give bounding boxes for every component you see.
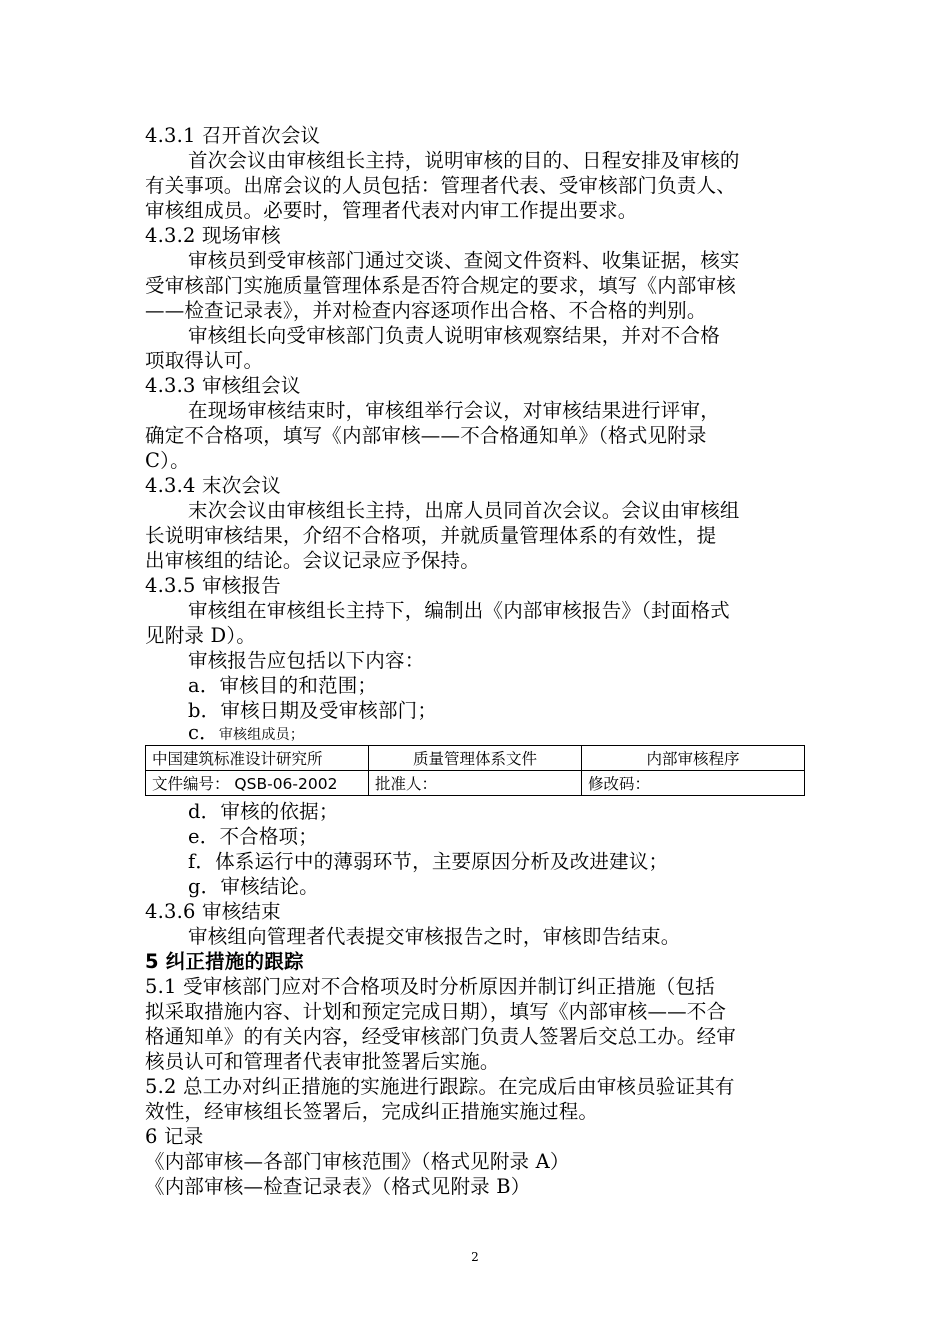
document-header-table [145,745,805,796]
paragraph-line: 受审核部门实施质量管理体系是否符合规定的要求，填写《内部审核 [145,274,737,297]
section-heading-4-3-5: 4.3.5 审核报告 [145,574,281,597]
section-heading-4-3-3: 4.3.3 审核组会议 [145,374,301,397]
paragraph-line: ——检查记录表》，并对检查内容逐项作出合格、不合格的判别。 [145,299,707,322]
list-item-e: e．不合格项； [188,825,318,848]
page-number: 2 [471,1250,479,1264]
paragraph-line: 5.2 总工办对纠正措施的实施进行跟踪。在完成后由审核员验证其有 [145,1075,735,1098]
list-item-b: b．审核日期及受审核部门； [188,699,438,722]
paragraph-line: 确定不合格项，填写《内部审核——不合格通知单》（格式见附录 [145,424,707,447]
section-heading-4-3-4: 4.3.4 末次会议 [145,474,281,497]
record-item: 《内部审核—检查记录表》（格式见附录 B） [145,1175,531,1198]
paragraph-line: 审核报告应包括以下内容： [188,649,425,672]
section-heading-5: 5 纠正措施的跟踪 [145,950,304,973]
paragraph-line: 拟采取措施内容、计划和预定完成日期），填写《内部审核——不合 [145,1000,727,1023]
section-heading-4-3-1: 4.3.1 召开首次会议 [145,124,321,147]
paragraph-line: 审核组长向受审核部门负责人说明审核观察结果，并对不合格 [188,324,720,347]
list-item-c-marker: c． [188,721,219,744]
paragraph-line: 审核组向管理者代表提交审核报告之时，审核即告结束。 [188,925,681,948]
paragraph-line: 5.1 受审核部门应对不合格项及时分析原因并制订纠正措施（包括 [145,975,715,998]
doc-title-cell: 内部审核程序 [582,746,805,771]
paragraph-line: 末次会议由审核组长主持，出席人员同首次会议。会议由审核组 [188,499,740,522]
org-cell: 中国建筑标准设计研究所 [146,746,369,771]
section-heading-6: 6 记录 [145,1125,204,1148]
list-item-g: g．审核结论。 [188,875,319,898]
paragraph-line: 审核员到受审核部门通过交谈、查阅文件资料、收集证据，核实 [188,249,740,272]
paragraph-line: C）。 [145,449,190,472]
paragraph-line: 首次会议由审核组长主持，说明审核的目的、日程安排及审核的 [188,149,740,172]
paragraph-line: 出审核组的结论。会议记录应予保持。 [145,549,480,572]
list-item-d: d．审核的依据； [188,800,339,823]
list-item-a: a．审核目的和范围； [188,674,378,697]
file-number-cell: 文件编号： QSB-06-2002 [146,771,369,796]
paragraph-line: 在现场审核结束时，审核组举行会议，对审核结果进行评审， [188,399,720,422]
revision-cell: 修改码： [582,771,805,796]
list-item-f: f．体系运行中的薄弱环节，主要原因分析及改进建议； [188,850,669,873]
paragraph-line: 见附录 D）。 [145,624,256,647]
paragraph-line: 审核组成员。必要时，管理者代表对内审工作提出要求。 [145,199,638,222]
paragraph-line: 有关事项。出席会议的人员包括：管理者代表、受审核部门负责人、 [145,174,737,197]
table-row [146,771,805,796]
section-heading-4-3-2: 4.3.2 现场审核 [145,224,281,247]
paragraph-line: 审核组在审核组长主持下，编制出《内部审核报告》（封面格式 [188,599,730,622]
doc-type-cell: 质量管理体系文件 [369,746,582,771]
list-item-c [188,720,853,748]
table-row [146,746,805,771]
paragraph-line: 核员认可和管理者代表审批签署后实施。 [145,1050,500,1073]
approver-cell: 批准人： [369,771,582,796]
record-item: 《内部审核—各部门审核范围》（格式见附录 A） [145,1150,570,1173]
paragraph-line: 长说明审核结果，介绍不合格项，并就质量管理体系的有效性，提 [145,524,717,547]
paragraph-line: 格通知单》的有关内容，经受审核部门负责人签署后交总工办。经审 [145,1025,737,1048]
section-heading-4-3-6: 4.3.6 审核结束 [145,900,281,923]
paragraph-line: 项取得认可。 [145,349,264,372]
list-item-c-text: 审核组成员； [218,727,305,743]
paragraph-line: 效性，经审核组长签署后，完成纠正措施实施过程。 [145,1100,599,1123]
